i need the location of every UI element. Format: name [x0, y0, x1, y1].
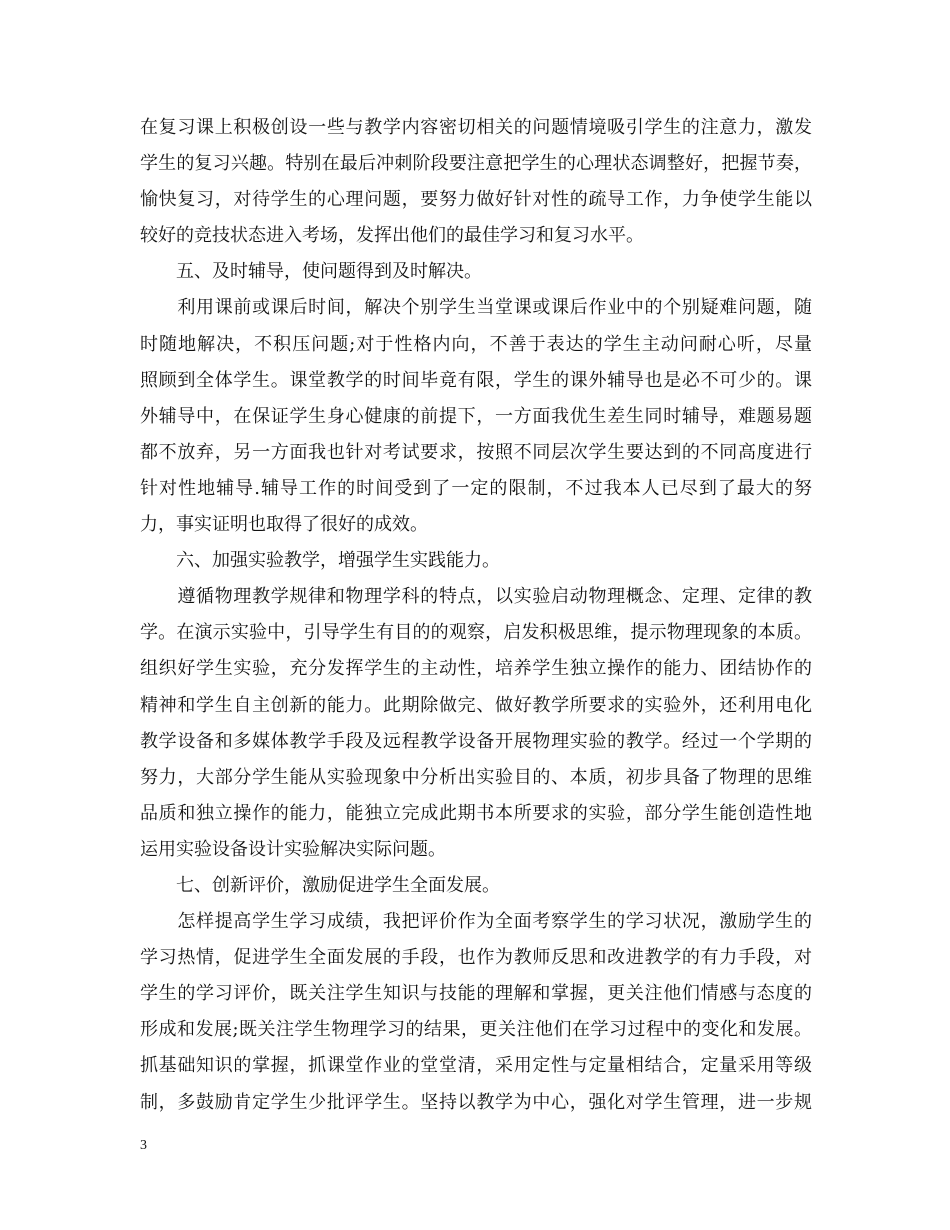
paragraph-line: 学习热情，促进学生全面发展的手段，也作为教师反思和改进教学的有力手段，对 [140, 947, 812, 969]
paragraph-line: 力，事实证明也取得了很好的成效。 [140, 514, 428, 536]
section-heading: 六、加强实验教学，增强学生实践能力。 [140, 550, 500, 572]
paragraph-line: 利用课前或课后时间，解决个别学生当堂课或课后作业中的个别疑难问题，随 [140, 297, 812, 319]
paragraph-line: 运用实验设备设计实验解决实际问题。 [140, 838, 446, 860]
paragraph-line: 遵循物理教学规律和物理学科的特点，以实验启动物理概念、定理、定律的教 [140, 586, 812, 608]
paragraph-line: 较好的竞技状态进入考场，发挥出他们的最佳学习和复习水平。 [140, 225, 644, 247]
page-number: 3 [140, 1138, 147, 1153]
paragraph-line: 学生的学习评价，既关注学生知识与技能的理解和掌握，更关注他们情感与态度的 [140, 983, 812, 1005]
paragraph-line: 照顾到全体学生。课堂教学的时间毕竟有限，学生的课外辅导也是必不可少的。课 [140, 369, 812, 391]
paragraph-line: 学。在演示实验中，引导学生有目的的观察，启发积极思维，提示物理现象的本质。 [140, 622, 812, 644]
paragraph-line: 组织好学生实验，充分发挥学生的主动性，培养学生独立操作的能力、团结协作的 [140, 658, 812, 680]
paragraph-line: 精神和学生自主创新的能力。此期除做完、做好教学所要求的实验外，还利用电化 [140, 694, 812, 716]
section-heading: 五、及时辅导，使问题得到及时解决。 [140, 261, 482, 283]
paragraph-line: 品质和独立操作的能力，能独立完成此期书本所要求的实验，部分学生能创造性地 [140, 802, 812, 824]
paragraph-line: 教学设备和多媒体教学手段及远程教学设备开展物理实验的教学。经过一个学期的 [140, 730, 812, 752]
paragraph-line: 针对性地辅导.辅导工作的时间受到了一定的限制，不过我本人已尽到了最大的努 [140, 477, 812, 499]
document-body [140, 110, 812, 1121]
paragraph-line: 学生的复习兴趣。特别在最后冲刺阶段要注意把学生的心理状态调整好，把握节奏， [140, 153, 812, 175]
paragraph-line: 都不放弃，另一方面我也针对考试要求，按照不同层次学生要达到的不同高度进行 [140, 441, 812, 463]
section-heading: 七、创新评价，激励促进学生全面发展。 [140, 874, 500, 896]
paragraph-line: 制，多鼓励肯定学生少批评学生。坚持以教学为中心，强化对学生管理，进一步规 [140, 1091, 812, 1113]
paragraph-line: 怎样提高学生学习成绩，我把评价作为全面考察学生的学习状况，激励学生的 [140, 911, 812, 933]
paragraph-line: 抓基础知识的掌握，抓课堂作业的堂堂清，采用定性与定量相结合，定量采用等级 [140, 1055, 812, 1077]
paragraph-line: 在复习课上积极创设一些与教学内容密切相关的问题情境吸引学生的注意力，激发 [140, 117, 812, 138]
paragraph-line: 外辅导中，在保证学生身心健康的前提下，一方面我优生差生同时辅导，难题易题 [140, 405, 812, 427]
paragraph-line: 形成和发展;既关注学生物理学习的结果，更关注他们在学习过程中的变化和发展。 [140, 1019, 812, 1041]
paragraph-line: 愉快复习，对待学生的心理问题，要努力做好针对性的疏导工作，力争使学生能以 [140, 189, 812, 211]
paragraph-line: 时随地解决，不积压问题;对于性格内向，不善于表达的学生主动问耐心听，尽量 [140, 333, 812, 355]
paragraph-line: 努力，大部分学生能从实验现象中分析出实验目的、本质，初步具备了物理的思维 [140, 766, 812, 788]
